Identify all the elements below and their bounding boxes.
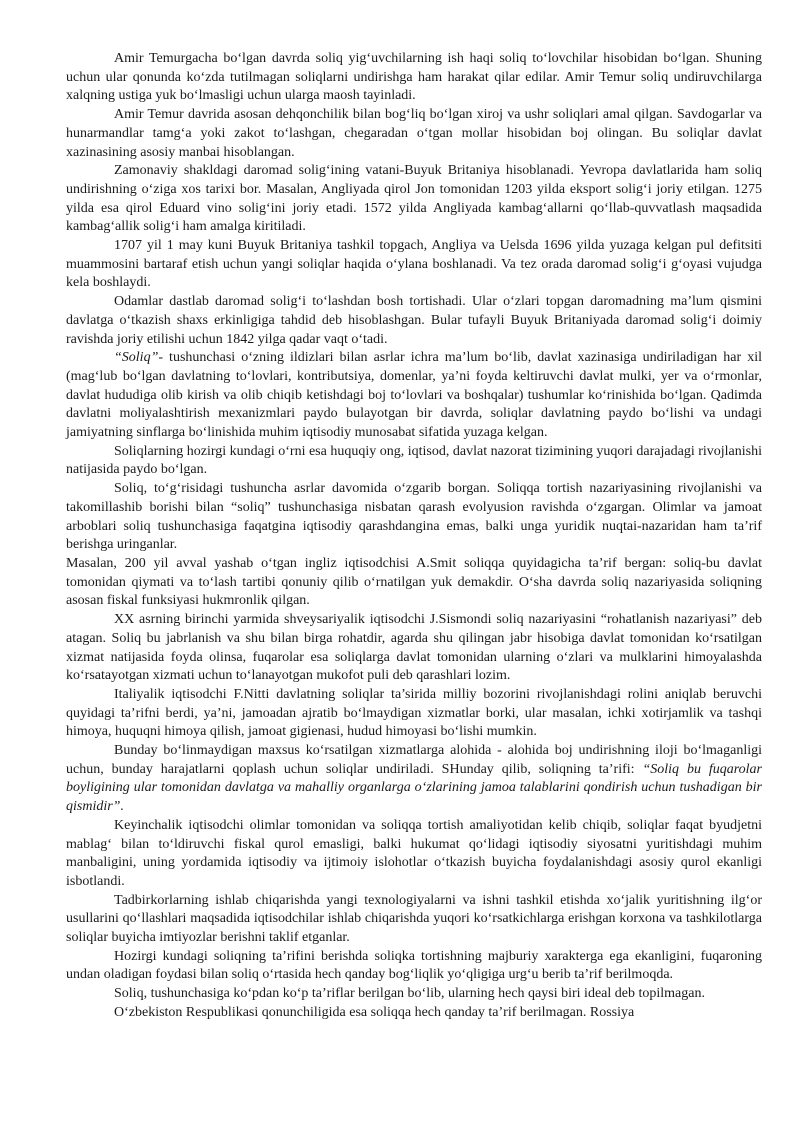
- paragraph: Soliq, tushunchasiga ko‘pdan ko‘p ta’riflar berilgan bo‘lib, ularning hech qaysi biri ideal deb topilmagan.: [114, 986, 705, 1002]
- emphasized-definition: “Soliq bu fuqarolar boyligining ular tomonidan davlatga va mahalliy organlarga o‘zlarining jamoa talablarini qondirish uchun tushadigan bir qismidir”.: [66, 761, 762, 815]
- paragraph: 1707 yil 1 may kuni Buyuk Britaniya tashkil topgach, Angliya va Uelsda 1696 yilda yuzaga kelgan pul defitsiti muammosini bartaraf etish uchun yangi soliqlar haqida o‘ylana boshlanadi. Va tez orada daromad solig‘i g‘oyasi vujudga kela boshlaydi.: [66, 238, 762, 291]
- paragraph-body: - tushunchasi o‘zning ildizlari bilan asrlar ichra ma’lum bo‘lib, davlat xazinasiga undiriladigan har xil (mag‘lub bo‘lgan davlatning to‘lovlari, kontributsiya, domenlar, ya’ni foyda keltiruvchi davlat mulki, yer va o‘rmonlar, davlat hududiga olib kirish va olib chiqib ketishdagi boj to‘lovlari va boshqalar) tushumlar ko‘rinishida bo‘lgan. Qadimda davlatni moliyalashtirish mexanizmlari paydo bulayotgan bir davrda, soliqlar davlatning paydo bo‘lishi va undagi jamiyatning sinflarga bo‘linishida muhim iqtisodiy munosabat sifatida yuzaga kelgan.: [66, 350, 762, 441]
- paragraph: [66, 742, 762, 817]
- paragraph-body: Bunday bo‘linmaydigan maxsus ko‘rsatilgan xizmatlarga alohida - alohida boj undirishning iloji bo‘lmaganligi uchun, bunday harajatlarni qoplash uchun soliqlar undiriladi. SHunday qilib, soliqning ta’rifi:: [66, 743, 762, 777]
- paragraph: Odamlar dastlab daromad solig‘i to‘lashdan bosh tortishadi. Ular o‘zlari topgan daromadning ma’lum qismini davlatga o‘tkazish shaxs erkinligiga tahdid deb hisoblashgan. Bular tufayli Buyuk Britaniyada daromad solig‘i doimiy ravishda joriy etilishi uchun 1842 yilga qadar vaqt o‘tadi.: [66, 294, 762, 347]
- paragraph: Soliq, to‘g‘risidagi tushuncha asrlar davomida o‘zgarib borgan. Soliqqa tortish nazariyasining rivojlanishi va takomillashib borishi bilan “soliq” tushunchasiga nisbatan qarash evolyusion ravishda o‘zgargan. Olimlar va jamoat arboblari soliq tushunchasiga faqatgina iqtisodiy qarashdangina emas, balki unga yuridik nuqtai-nazaridan ham ta’rif berishga uringanlar.: [66, 481, 762, 553]
- paragraph: Tadbirkorlarning ishlab chiqarishda yangi texnologiyalarni va ishni tashkil etishda xo‘jalik yuritishning ilg‘or usullarini qo‘llashlari maqsadida iqtisodchilar ishlab chiqarishda yuqori ko‘rsatkichlarga erishgan korxona va tashkilotlarga soliqlar buyicha imtiyozlar berishni taklif etganlar.: [66, 892, 762, 946]
- paragraph: Hozirgi kundagi soliqning ta’rifini berishda soliqka tortishning majburiy xarakterga ega ekanligini, fuqaroning undan oladigan foydasi bilan soliq o‘rtasida hech qanday bog‘liqlik yo‘qligiga urg‘u berib ta’rif berilmoqda.: [66, 948, 762, 983]
- paragraph: Amir Temurgacha bo‘lgan davrda soliq yig‘uvchilarning ish haqi soliq to‘lovchilar hisobidan bo‘lgan. Shuning uchun ular qonunda ko‘zda tutilmagan soliqlarni undirishga ham harakat qilar edilar. Amir Temur soliq undiruvchilarga xalqning ustiga yuk bo‘lmasligi uchun ularga maosh tayinladi.: [66, 51, 762, 104]
- paragraph: [66, 349, 762, 443]
- paragraph: Amir Temur davrida asosan dehqonchilik bilan bog‘liq bo‘lgan xiroj va ushr soliqlari amal qilgan. Savdogarlar va hunarmandlar tamg‘a yoki zakot to‘lashgan, chegaradan o‘tgan mollar hisobidan boj olingan. Bu soliqlar davlat xazinasining asosiy manbai hisoblangan.: [66, 107, 762, 160]
- emphasized-term: “Soliq”: [114, 350, 159, 366]
- paragraph: XX asrning birinchi yarmida shveysariyalik iqtisodchi J.Sismondi soliq nazariyasini “rohatlanish nazariyasi” deb atagan. Soliq bu jabrlanish va shu bilan birga rohatdir, agarda shu qilingan jabr hisobiga davlat tomonidan ko‘rsatilgan xizmat natijasida foyda olinsa, fuqarolar esa soliqlarga davlat tomonidan ularning o‘zlari va mulklarini himoyalashda ko‘rsatayotgan xizmati uchun to‘lanayotgan mukofot puli deb qarashlari lozim.: [66, 612, 762, 684]
- paragraph: Zamonaviy shakldagi daromad solig‘ining vatani-Buyuk Britaniya hisoblanadi. Yevropa davlatlarida ham soliq undirishning o‘ziga xos tarixi bor. Masalan, Angliyada qirol Jon tomonidan 1203 yilda eksport solig‘i joriy etilgan. 1275 yilda esa qirol Eduard vino solig‘ini joriy etadi. 1572 yilda Angliyada kambag‘allarni qo‘llab-quvvatlash maqsadida kambag‘allik solig‘i ham amalga kiritiladi.: [66, 163, 762, 235]
- paragraph: Soliqlarning hozirgi kundagi o‘rni esa huquqiy ong, iqtisod, davlat nazorat tizimining yuqori darajadagi rivojlanishi natijasida paydo bo‘lgan.: [66, 443, 762, 478]
- paragraph: Keyinchalik iqtisodchi olimlar tomonidan va soliqqa tortish amaliyotidan kelib chiqib, soliqlar faqat byudjetni mablag‘ bilan to‘ldiruvchi fiskal qurol emasligi, balki hukumat qo‘lidagi iqtisodiy siyosatni yuritishdagi muhim manbaligini, uning yordamida iqtisodiy va ijtimoiy islohotlar o‘tkazish buyicha foydalanishdagi asosiy qurol ekanligi isbotlandi.: [66, 817, 762, 889]
- paragraph: Masalan, 200 yil avval yashab o‘tgan ingliz iqtisodchisi A.Smit soliqqa quyidagicha ta’rif bergan: soliq-bu davlat tomonidan qiymati va to‘lash tartibi qonuniy qilib o‘rnatilgan yuk demakdir. O‘sha davrda soliq nazariyasida soliqning asosan fiskal funksiyasi hukmronlik qilgan.: [66, 555, 762, 609]
- paragraph: O‘zbekiston Respublikasi qonunchiligida esa soliqqa hech qanday ta’rif berilmagan. Rossiya: [114, 1004, 635, 1020]
- paragraph: Italiyalik iqtisodchi F.Nitti davlatning soliqlar ta’sirida milliy bozorini rivojlanishdagi rolini aniqlab beruvchi quyidagi ta’rifni berdi, ya’ni, jamoadan ajratib bo‘lmaydigan xizmatlar borki, ular masalan, ichki xotirjamlik va tashqi himoya, huquqni himoya qilish, jamoat gigienasi, hudud himoyasi bo‘lishi mumkin.: [66, 686, 762, 740]
